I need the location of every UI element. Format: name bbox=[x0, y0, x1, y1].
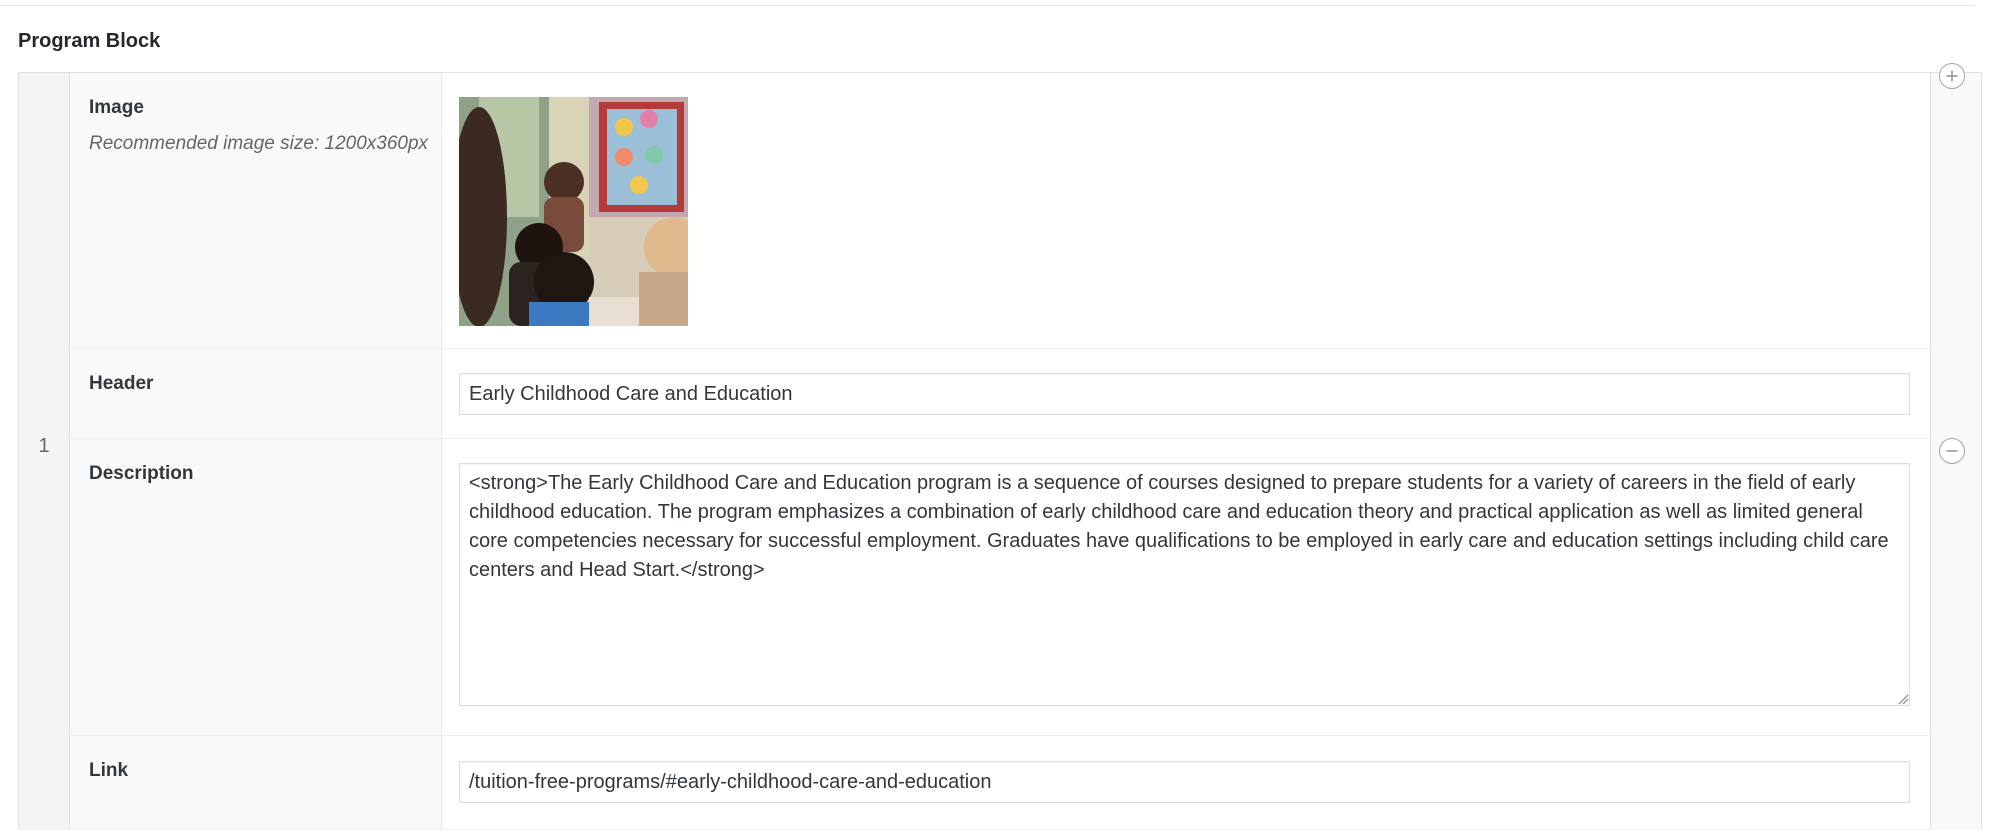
image-field bbox=[70, 73, 1929, 349]
section-title: Program Block bbox=[18, 30, 161, 52]
classroom-photo bbox=[459, 97, 688, 326]
header-input[interactable] bbox=[459, 373, 1910, 415]
top-divider bbox=[0, 5, 1975, 6]
description-field-label bbox=[70, 439, 442, 735]
header-field-input bbox=[442, 349, 1929, 438]
header-label: Header bbox=[89, 373, 154, 394]
image-thumbnail[interactable] bbox=[459, 97, 688, 326]
row-number: 1 bbox=[38, 435, 50, 457]
minus-circle-icon bbox=[1940, 439, 1964, 463]
row-drag-handle[interactable] bbox=[19, 73, 70, 830]
description-field bbox=[70, 439, 1929, 736]
repeater-table bbox=[18, 72, 1982, 830]
link-field-label bbox=[70, 736, 442, 829]
link-input[interactable] bbox=[459, 761, 1910, 803]
link-field-input bbox=[442, 736, 1929, 829]
image-field-label bbox=[70, 73, 442, 348]
add-row-button[interactable] bbox=[1939, 63, 1965, 89]
description-field-input bbox=[442, 439, 1929, 735]
image-label: Image bbox=[89, 97, 144, 118]
image-size-hint: Recommended image size: 1200x360px bbox=[89, 133, 429, 154]
description-textarea[interactable] bbox=[459, 463, 1910, 706]
header-field-label bbox=[70, 349, 442, 438]
remove-row-button[interactable] bbox=[1939, 438, 1965, 464]
image-field-input bbox=[442, 73, 1929, 348]
description-label: Description bbox=[89, 463, 194, 484]
link-label: Link bbox=[89, 760, 129, 781]
resize-grip-icon[interactable] bbox=[1897, 693, 1909, 705]
header-field bbox=[70, 349, 1929, 439]
link-field bbox=[70, 736, 1929, 830]
plus-circle-icon bbox=[1940, 64, 1964, 88]
